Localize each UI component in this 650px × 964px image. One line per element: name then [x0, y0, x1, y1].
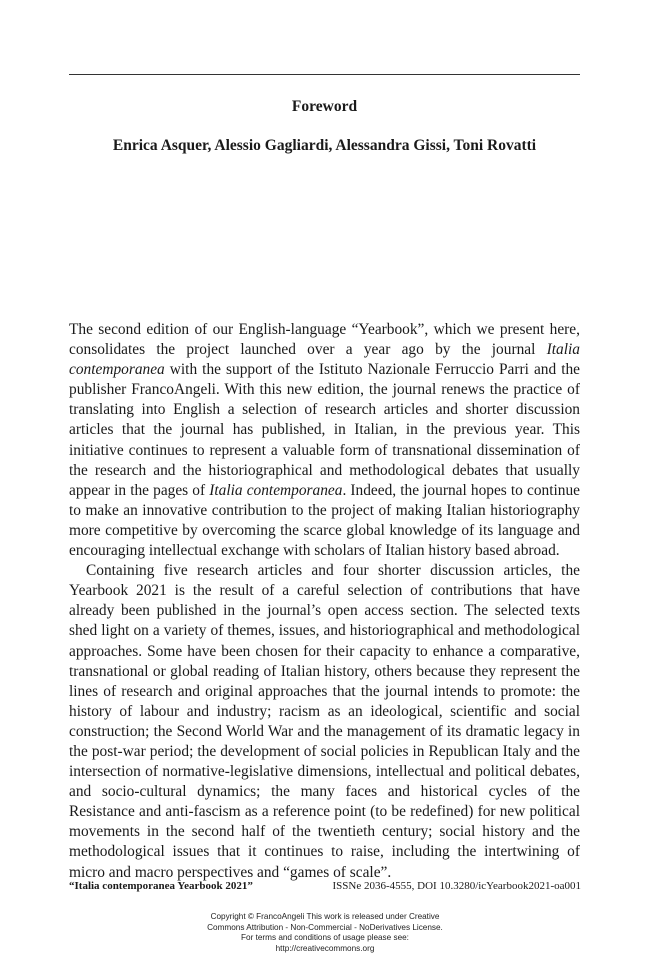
top-rule	[69, 74, 580, 75]
paragraph-2: Containing five research articles and four shorter discussion articles, the Yearbook 2021 is the result of a careful selection of contributions that have already been published in the journal’s open access section. The selected texts shed light on a variety of themes, issues, and historiographical and methodological approaches. Some have been chosen for their capacity to enhance a comparative, transnational or global reading of Italian history, others because they represent the lines of research and original approaches that the journal intends to promote: the history of labour and industry; racism as an ideological, scientific and social construction; the Second World War and the management of its dramatic legacy in the post-war period; the development of social policies in Republican Italy and the intersection of normative-legislative dimensions, intellectual and political debates, and socio-cultural dynamics; the many faces and historical cycles of the Resistance and anti-fascism as a reference point (to be redefined) for new political movements in the second half of the twentieth century; social history and the methodological issues that it continues to raise, including the intertwining of micro and macro perspectives and “games of scale”.	[69, 562, 580, 881]
license-line: For terms and conditions of usage please see:	[241, 933, 409, 942]
license-line: Commons Attribution - Non-Commercial - NoDerivatives License.	[207, 922, 443, 932]
journal-name-italic: Italia contemporanea	[69, 341, 580, 379]
paragraph-1-text-b: with the support of the Istituto Nazionale Ferruccio Parri and the publisher FrancoAngeli. With this new edition, the journal renews the practice of translating into English a selection of research articles and shorter discussion articles that the journal has published, in Italian, in the previous year. This initiative continues to represent a valuable form of transnational dissemination of the research and the historiographical and methodological debates that usually appear in the pages of	[69, 361, 580, 499]
paragraph-1	[69, 320, 580, 561]
journal-name-italic: Italia contemporanea	[209, 481, 343, 499]
license-url: http://creativecommons.org	[275, 943, 375, 953]
license-line: Copyright © FrancoAngeli This work is released under Creative	[210, 912, 440, 921]
authors-line: Enrica Asquer, Alessio Gagliardi, Alessandra Gissi, Toni Rovatti	[112, 137, 537, 154]
body-text	[69, 320, 580, 883]
footer-issn-doi: ISSNe 2036-4555, DOI 10.3280/icYearbook2021-oa001	[332, 880, 581, 892]
paragraph-1-text-c: . Indeed, the journal hopes to continue to make an innovative contribution to the project of making Italian historiography more competitive by overcoming the scarce global knowledge of its language and encouraging intellectual exchange with scholars of Italian history based abroad.	[69, 481, 580, 560]
paragraph-1-text-a: The second edition of our English-language “Yearbook”, which we present here, consolidates the project launched over a year ago by the journal	[69, 321, 580, 359]
footer-journal: “Italia contemporanea Yearbook 2021”	[69, 880, 253, 892]
license-notice	[0, 912, 650, 954]
page-title: Foreword	[291, 98, 358, 115]
